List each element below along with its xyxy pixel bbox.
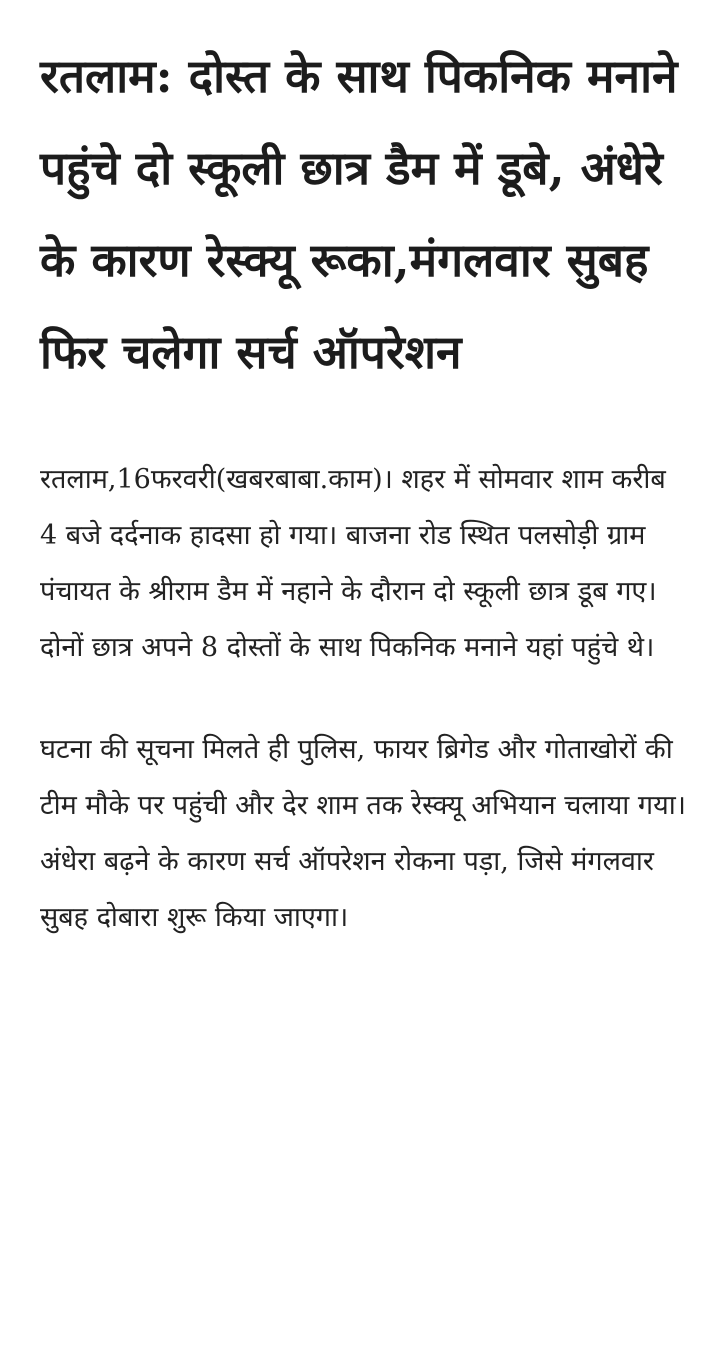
article-paragraph-1: रतलाम,16फरवरी(खबरबाबा.काम)। शहर में सोमवार शाम करीब 4 बजे दर्दनाक हादसा हो गया। बाजना रोड स्थित पलसोड़ी ग्राम पंचायत के श्रीराम डैम में नहाने के दौरान दो स्कूली छात्र डूब गए। दोनों छात्र अपने 8 दोस्तों के साथ पिकनिक मनाने यहां पहुंचे थे।	[40, 464, 666, 663]
article-paragraph-2: घटना की सूचना मिलते ही पुलिस, फायर ब्रिगेड और गोताखोरों की टीम मौके पर पहुंची और देर शाम तक रेस्क्यू अभियान चलाया गया। अंधेरा बढ़ने के कारण सर्च ऑपरेशन रोकना पड़ा, जिसे मंगलवार सुबह दोबारा शुरू किया जाएगा।	[40, 734, 686, 933]
article	[40, 30, 690, 946]
article-headline: रतलाम: दोस्त के साथ पिकनिक मनाने पहुंचे दो स्कूली छात्र डैम में डूबे, अंधेरे के कारण रेस्क्यू रूका,मंगलवार सुबह फिर चलेगा सर्च ऑपरेशन	[40, 49, 678, 379]
